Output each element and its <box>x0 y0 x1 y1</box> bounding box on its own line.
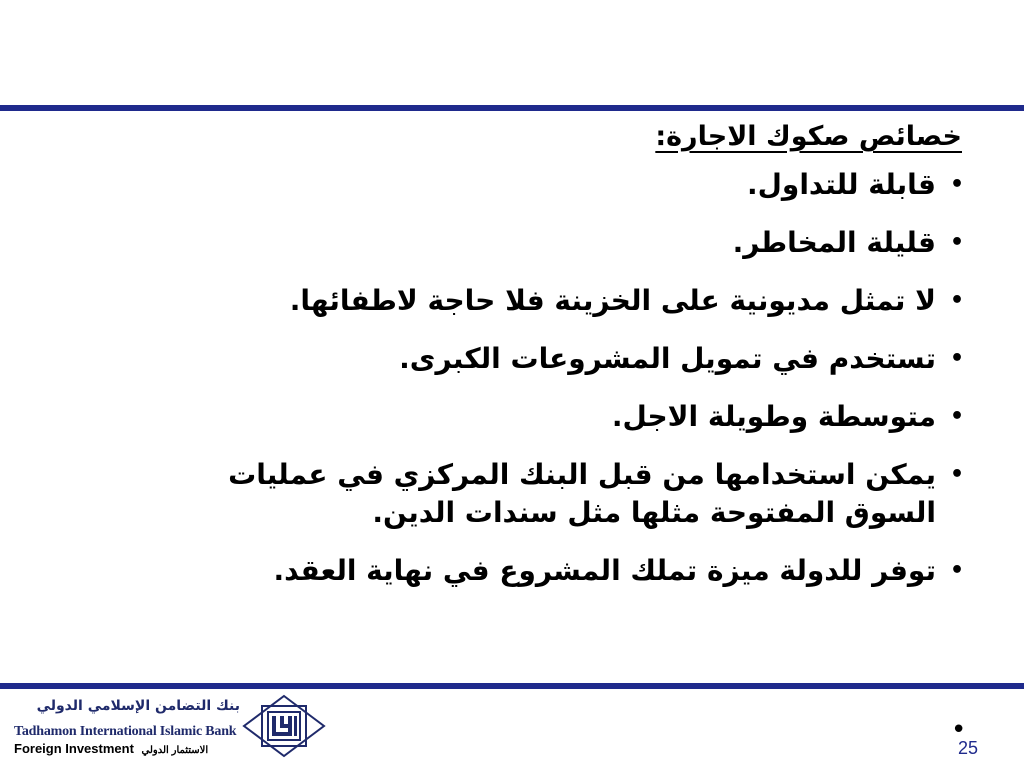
top-divider <box>0 105 1024 111</box>
bullet-item <box>136 166 966 204</box>
bullet-list <box>136 166 966 590</box>
bullet-text: قليلة المخاطر. <box>732 226 936 259</box>
bullet-dot-icon: • <box>949 558 964 583</box>
bullet-text: متوسطة وطويلة الاجل. <box>611 400 936 433</box>
bank-name-english: Tadhamon International Islamic Bank <box>14 724 237 739</box>
bullet-item <box>136 552 966 590</box>
department-arabic: الاستثمار الدولي <box>141 745 209 756</box>
bullet-dot-icon: • <box>949 346 964 371</box>
slide-content <box>136 118 966 610</box>
department-label <box>14 741 208 756</box>
bottom-divider <box>0 683 1024 689</box>
bullet-item <box>136 224 966 262</box>
bullet-dot-icon: • <box>949 288 964 313</box>
bullet-item <box>136 340 966 378</box>
department-english: Foreign Investment <box>14 741 134 756</box>
bullet-text: يمكن استخدامها من قبل البنك المركزي في عمليات السوق المفتوحة مثلها مثل سندات الدين. <box>228 458 936 529</box>
bullet-dot-icon: • <box>949 172 964 197</box>
page-number: 25 <box>958 738 979 758</box>
bank-name-arabic: بنك التضامن الإسلامي الدولي <box>36 698 240 714</box>
bullet-item <box>136 456 966 532</box>
bank-emblem-icon <box>242 694 326 758</box>
bullet-item <box>136 282 966 320</box>
bullet-dot-icon: • <box>949 462 964 487</box>
bullet-text: توفر للدولة ميزة تملك المشروع في نهاية العقد. <box>273 554 936 587</box>
bank-logo <box>10 694 330 760</box>
bullet-text: لا تمثل مديونية على الخزينة فلا حاجة لاطفائها. <box>289 284 936 317</box>
slide-heading: خصائص صكوك الاجارة: <box>655 121 962 152</box>
bullet-dot-icon: • <box>949 404 964 429</box>
bullet-dot-icon: • <box>949 230 964 255</box>
footer-bullet-icon: • <box>951 715 967 745</box>
bullet-text: قابلة للتداول. <box>747 168 936 201</box>
bullet-text: تستخدم في تمويل المشروعات الكبرى. <box>399 342 936 375</box>
bullet-item <box>136 398 966 436</box>
